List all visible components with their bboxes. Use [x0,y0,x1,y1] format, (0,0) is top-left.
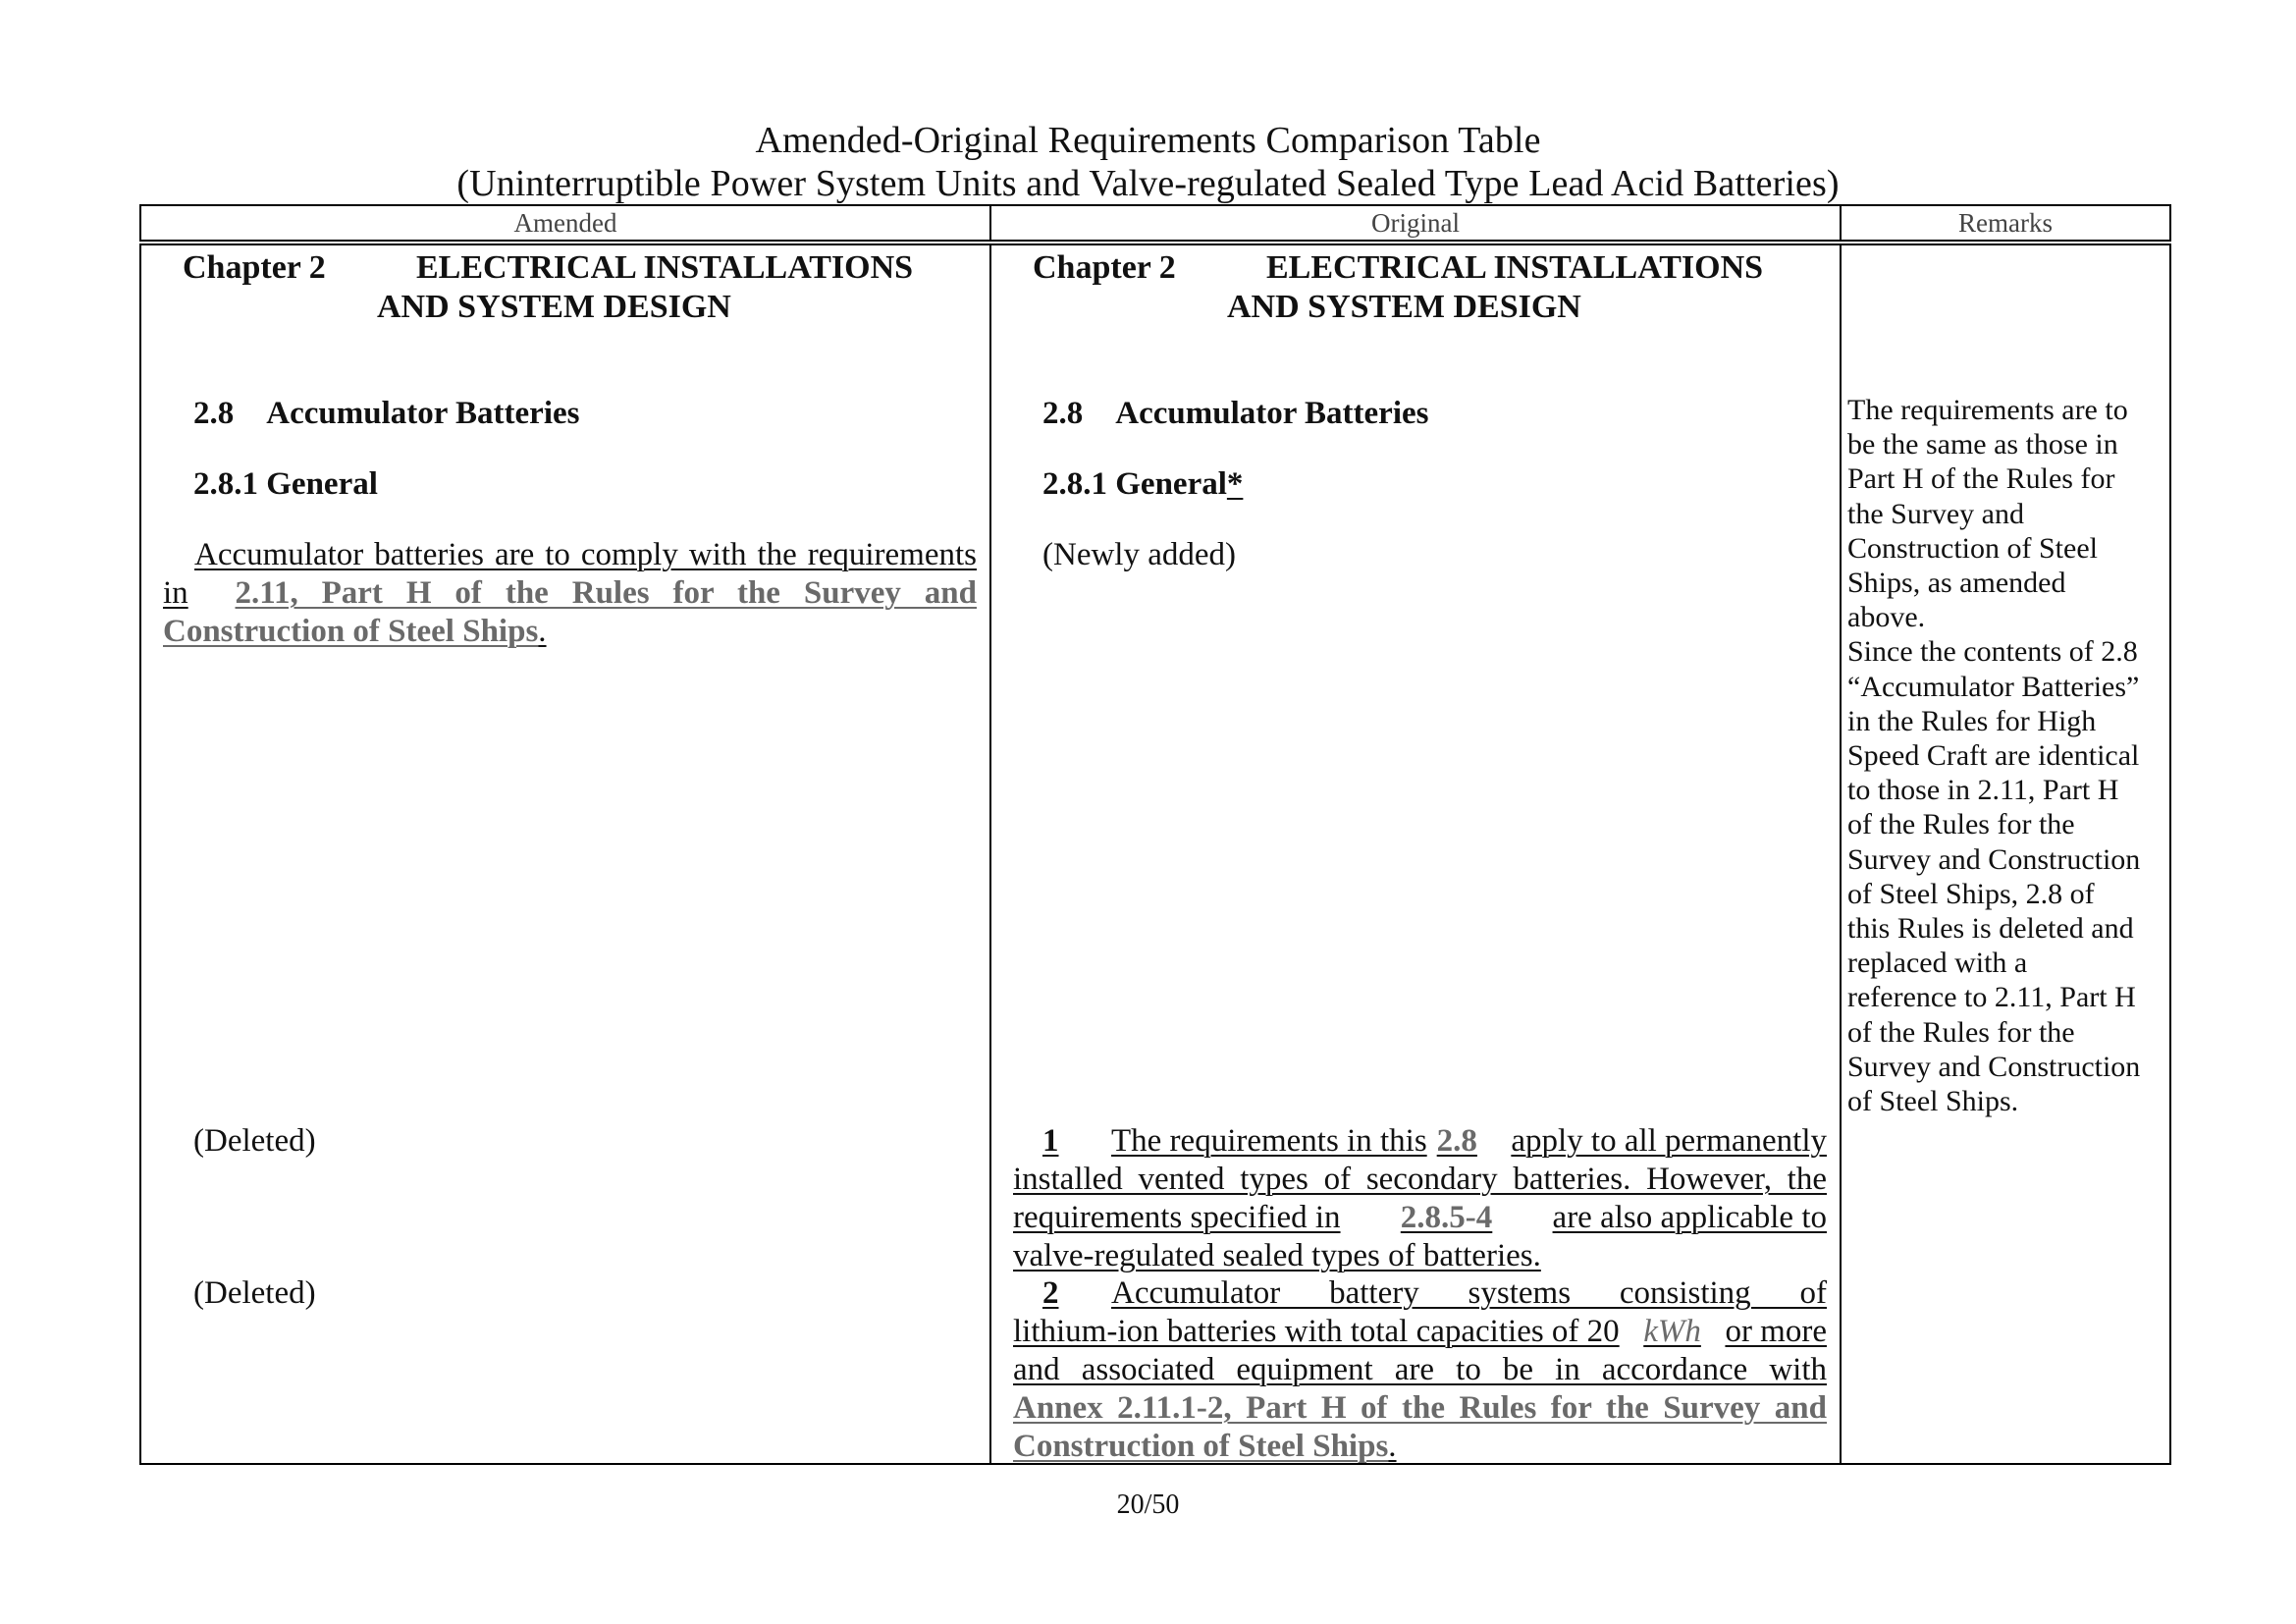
remarks-line: Since the contents of 2.8 [1847,635,2138,669]
remarks-line: Construction of Steel [1847,531,2098,565]
amended-chapter-heading: Chapter 2 ELECTRICAL INSTALLATIONS AND SYSTEM DESIGN [183,249,914,325]
remarks-line: Survey and Construction [1847,842,2141,876]
header-original: Original [1371,208,1460,238]
remarks-line: Part H of the Rules for [1847,462,2115,496]
remarks-line: above. [1847,601,1926,634]
remarks-line: of the Rules for the [1847,808,2075,841]
original-subsection-heading: 2.8.1 General* [1042,466,1244,502]
amended-deleted-2: (Deleted) [193,1275,316,1311]
table-header-row [139,204,2171,242]
original-paragraph-2: 2 Accumulator battery systems consisting of lithium-ion batteries with total capacities of 20 kWh or more and associated equipment are to be in accordance with Annex 2.11.1-2, Part H of the Rules for the Survey and Construction of Steel Ships. [1013,1275,1827,1464]
remarks-line: of the Rules for the [1847,1015,2075,1049]
remarks-line: of Steel Ships, 2.8 of [1847,877,2095,910]
remarks-line: Survey and Construction [1847,1050,2141,1083]
remarks-line: be the same as those in [1847,428,2118,461]
amended-section-heading: 2.8 Accumulator Batteries [193,396,580,431]
remarks-line: Ships, as amended [1847,567,2066,600]
remarks-line: reference to 2.11, Part H [1847,981,2136,1014]
remarks-line: “Accumulator Batteries” [1847,670,2140,703]
remarks-line: the Survey and [1847,497,2024,530]
original-chapter-heading: Chapter 2 ELECTRICAL INSTALLATIONS AND SYSTEM DESIGN [1033,249,1764,325]
header-amended: Amended [513,208,617,238]
amended-deleted-1: (Deleted) [193,1123,316,1159]
amended-paragraph: Accumulator batteries are to comply with the requirements in 2.11, Part H of the Rules for the Survey and Construction of Steel Ships. [163,537,977,649]
remarks-text [1847,393,2163,1118]
remarks-line: in the Rules for High [1847,704,2097,737]
remarks-line: this Rules is deleted and [1847,912,2134,946]
body-divider-1 [989,245,991,1463]
page-number: 20/50 [1116,1489,1180,1520]
remarks-line: of Steel Ships. [1847,1085,2019,1118]
remarks-line: replaced with a [1847,947,2028,980]
remarks-line: The requirements are to [1847,394,2128,426]
body-divider-2 [1840,245,1842,1463]
document-subtitle: (Uninterruptible Power System Units and Valve-regulated Sealed Type Lead Acid Batteries) [456,163,1840,204]
original-section-heading: 2.8 Accumulator Batteries [1042,396,1429,431]
original-newly-added: (Newly added) [1042,537,1237,572]
document-title: Amended-Original Requirements Comparison Table [755,120,1541,161]
remarks-line: Speed Craft are identical [1847,739,2140,773]
original-paragraph-1: 1 The requirements in this 2.8 apply to all permanently installed vented types of secondary batteries. However, the requirements specified in 2.8.5-4 are also applicable to valve-regulated sealed types of batteries. [1013,1123,1827,1273]
header-remarks: Remarks [1958,208,2053,238]
amended-subsection-heading: 2.8.1 General [193,466,378,502]
remarks-line: to those in 2.11, Part H [1847,774,2119,807]
